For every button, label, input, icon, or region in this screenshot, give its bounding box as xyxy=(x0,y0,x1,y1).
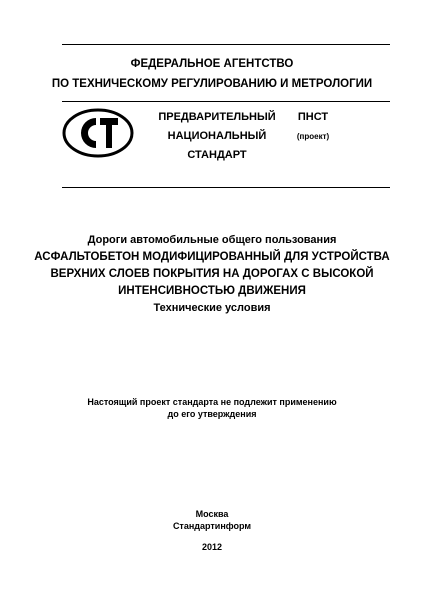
imprint xyxy=(0,508,424,553)
standard-type xyxy=(157,108,277,165)
imprint-publisher: Стандартинформ xyxy=(172,521,252,531)
title-line-5: Технические условия xyxy=(153,302,271,314)
agency-line-2: ПО ТЕХНИЧЕСКОМУ РЕГУЛИРОВАНИЮ И МЕТРОЛОГИИ xyxy=(51,78,373,90)
notice-line-1: Настоящий проект стандарта не подлежит применению xyxy=(87,397,337,407)
draft-notice xyxy=(0,396,424,420)
title-line-1: Дороги автомобильные общего пользования xyxy=(87,234,337,246)
bottom-rule xyxy=(62,187,390,188)
imprint-city: Москва xyxy=(195,509,229,519)
standard-code: ПНСТ xyxy=(297,111,329,123)
standard-type-line-3: СТАНДАРТ xyxy=(187,149,247,161)
gost-logo-icon xyxy=(62,108,134,158)
notice-line-2: до его утверждения xyxy=(167,409,257,419)
draft-label: (проект) xyxy=(296,132,330,141)
title-line-2: АСФАЛЬТОБЕТОН МОДИФИЦИРОВАННЫЙ ДЛЯ УСТРОЙСТВА xyxy=(34,251,390,263)
imprint-year: 2012 xyxy=(201,542,223,552)
standard-code-block xyxy=(283,108,343,146)
standard-type-line-2: НАЦИОНАЛЬНЫЙ xyxy=(167,130,267,142)
agency-header xyxy=(0,54,424,94)
middle-rule xyxy=(62,101,390,102)
document-title xyxy=(0,232,424,317)
agency-line-1: ФЕДЕРАЛЬНОЕ АГЕНТСТВО xyxy=(130,58,294,70)
title-line-4: ИНТЕНСИВНОСТЬЮ ДВИЖЕНИЯ xyxy=(118,285,306,297)
standard-type-line-1: ПРЕДВАРИТЕЛЬНЫЙ xyxy=(158,111,276,123)
title-line-3: ВЕРХНИХ СЛОЕВ ПОКРЫТИЯ НА ДОРОГАХ С ВЫСОКОЙ xyxy=(50,268,374,280)
top-rule xyxy=(62,44,390,45)
